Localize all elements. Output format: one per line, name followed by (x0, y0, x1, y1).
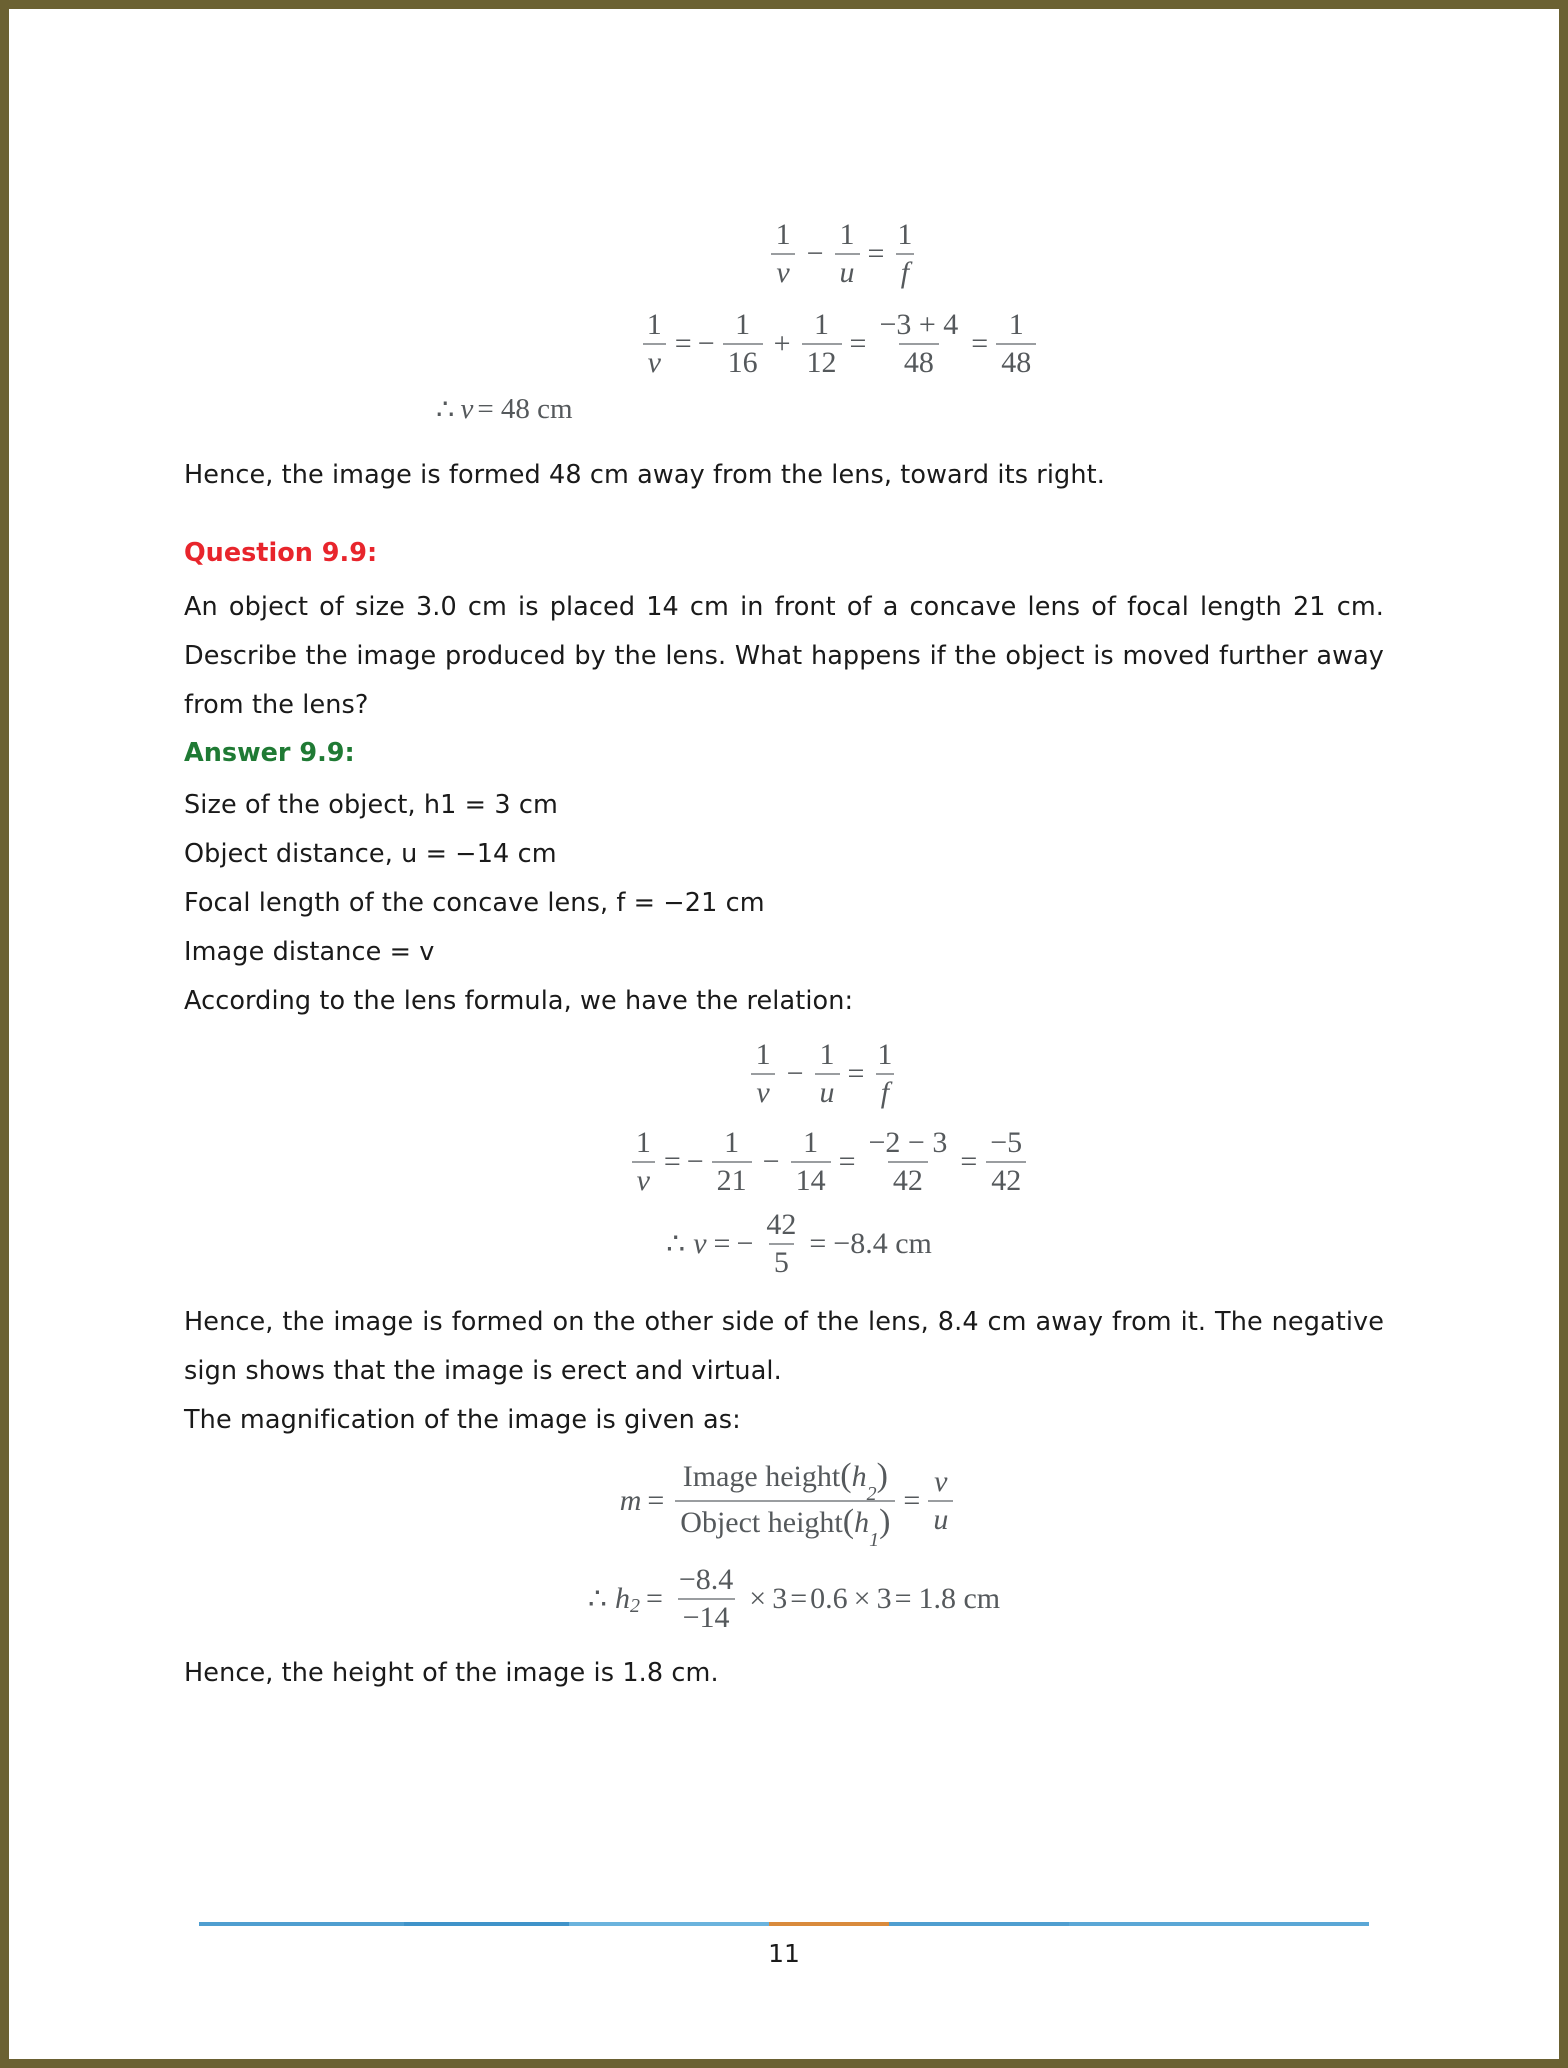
fraction-denominator: u (835, 253, 860, 288)
fraction-denominator: v (632, 1161, 655, 1196)
math-operator-equals: = (903, 1484, 921, 1517)
variable-v: v (460, 393, 474, 425)
fraction-numerator: −8.4 (678, 1563, 734, 1596)
image-height-label: Image height (682, 1460, 841, 1493)
math-operator-plus: + (773, 327, 791, 360)
fraction-numerator (678, 1457, 893, 1505)
fraction-denominator: 12 (802, 343, 842, 378)
fraction-numerator: 1 (877, 1038, 893, 1071)
math-operator-equals: = (713, 1227, 731, 1260)
fraction-numerator: −5 (990, 1126, 1023, 1159)
fraction-denominator (675, 1500, 895, 1551)
paragraph-hence-other-side: Hence, the image is formed on the other side of the lens, 8.4 cm away from it. The negative sign shows that the image is erect and virtual. (184, 1307, 1384, 1386)
fraction-numerator: v (934, 1465, 948, 1498)
v-value: −8.4 cm (833, 1227, 932, 1260)
therefore-symbol: ∴ (666, 1227, 686, 1261)
paren-open: ( (840, 1457, 852, 1494)
math-operator-minus: − (697, 327, 715, 360)
footer-rule-segment (199, 1922, 404, 1926)
fraction-denominator: 48 (996, 343, 1036, 378)
fraction-numerator: 42 (766, 1208, 797, 1241)
fraction-numerator: 1 (775, 218, 791, 251)
paragraph-hence-48cm: Hence, the image is formed 48 cm away from the lens, toward its right. (184, 460, 1105, 490)
variable-h: h (614, 1582, 630, 1615)
math-operator-equals: = (894, 1582, 912, 1615)
image-height-value: 1.8 cm (918, 1582, 1001, 1615)
fraction-numerator: 1 (724, 1126, 740, 1159)
math-operator-minus: − (736, 1227, 754, 1260)
fraction-numerator: 1 (1008, 308, 1024, 341)
math-operator-times: × (749, 1582, 767, 1615)
equation-lens-formula-top-line1 (184, 220, 1384, 288)
line-focal-length: Focal length of the concave lens, f = −21 cm (184, 888, 765, 918)
math-operator-equals: = (809, 1227, 827, 1260)
equation-magnification (184, 1457, 1384, 1551)
math-operator-equals: = (849, 327, 867, 360)
paragraph-height-conclusion: Hence, the height of the image is 1.8 cm. (184, 1658, 719, 1688)
fraction-denominator: 48 (899, 343, 939, 378)
variable-m: m (619, 1484, 642, 1517)
fraction-numerator: −3 + 4 (879, 308, 959, 341)
fraction-denominator: u (815, 1073, 840, 1108)
equation-v-result-answer (184, 1210, 1384, 1278)
footer-rule-segment (404, 1922, 569, 1926)
footer-decorative-rule (199, 1919, 1369, 1928)
footer-rule-segment (569, 1922, 769, 1926)
fraction-denominator: 5 (769, 1243, 794, 1278)
heading-answer-9-9: Answer 9.9: (184, 738, 355, 768)
paragraph-question-body: An object of size 3.0 cm is placed 14 cm in front of a concave lens of focal length 21 cm. Describe the image produced by the lens. What happens if the object is moved further away from the lens? (184, 592, 1384, 720)
equation-image-height (184, 1565, 1384, 1633)
therefore-symbol: ∴ (587, 1582, 607, 1616)
math-operator-equals: = (790, 1582, 808, 1615)
footer-rule-segment (769, 1922, 889, 1926)
fraction-numerator: 1 (735, 308, 751, 341)
value-0-6: 0.6 (810, 1582, 848, 1615)
line-image-distance: Image distance = v (184, 937, 435, 967)
equation-lens-formula-top-line2 (184, 310, 1384, 378)
fraction-denominator: v (751, 1073, 774, 1108)
variable-h: h (851, 1460, 867, 1493)
math-operator-times: × (853, 1582, 871, 1615)
paragraph-magnification-intro: The magnification of the image is given as: (184, 1405, 741, 1435)
math-operator-equals: = (645, 1582, 663, 1615)
equation-v-result-top (184, 392, 1384, 427)
fraction-denominator: v (771, 253, 794, 288)
fraction-numerator: 1 (839, 218, 855, 251)
factor-3-second: 3 (876, 1582, 892, 1615)
fraction-denominator: f (876, 1073, 894, 1108)
math-operator-equals: = (867, 237, 885, 270)
math-operator-minus: − (786, 1057, 804, 1090)
paren-open: ( (842, 1503, 855, 1540)
paren-close: ) (876, 1457, 888, 1494)
fraction-numerator: 1 (819, 1038, 835, 1071)
math-operator-equals: = (971, 327, 989, 360)
variable-h: h (854, 1506, 870, 1539)
footer-rule-segment (1069, 1922, 1369, 1926)
math-operator-equals: = (647, 1484, 665, 1517)
fraction-denominator: u (928, 1500, 953, 1535)
fraction-denominator: v (643, 343, 666, 378)
fraction-denominator: 21 (712, 1161, 752, 1196)
fraction-numerator: 1 (814, 308, 830, 341)
fraction-denominator: 42 (888, 1161, 928, 1196)
fraction-denominator: 42 (986, 1161, 1026, 1196)
line-object-size: Size of the object, h1 = 3 cm (184, 790, 558, 820)
subscript-2: 2 (866, 1483, 877, 1505)
fraction-numerator: 1 (803, 1126, 819, 1159)
page-sheet (14, 14, 1554, 2054)
line-object-distance: Object distance, u = −14 cm (184, 839, 557, 869)
fraction-denominator: f (896, 253, 914, 288)
equation-lens-formula-answer-line2 (184, 1128, 1384, 1196)
heading-question-9-9: Question 9.9: (184, 538, 378, 568)
footer-rule-segment (889, 1922, 1069, 1926)
line-lens-formula-intro: According to the lens formula, we have the relation: (184, 986, 854, 1016)
math-operator-equals: = (838, 1145, 856, 1178)
factor-3: 3 (772, 1582, 788, 1615)
fraction-numerator: 1 (755, 1038, 771, 1071)
equation-lens-formula-answer-line1 (184, 1040, 1384, 1108)
fraction-denominator: 14 (791, 1161, 831, 1196)
subscript-1: 1 (869, 1529, 880, 1551)
math-operator-equals: = (663, 1145, 681, 1178)
math-operator-minus: − (686, 1145, 704, 1178)
fraction-denominator: −14 (678, 1598, 735, 1633)
fraction-numerator: 1 (897, 218, 913, 251)
math-operator-equals: = (847, 1057, 865, 1090)
fraction-denominator: 16 (723, 343, 763, 378)
math-operator-equals: = (674, 327, 692, 360)
page-number: 11 (768, 1939, 800, 1968)
variable-v: v (693, 1227, 707, 1260)
object-height-label: Object height (680, 1506, 843, 1539)
subscript-2: 2 (629, 1594, 640, 1617)
page-content (184, 14, 1384, 1698)
math-operator-minus: − (762, 1145, 780, 1178)
fraction-numerator: 1 (646, 308, 662, 341)
paren-close: ) (879, 1503, 891, 1540)
math-operator-minus: − (806, 237, 824, 270)
math-operator-equals: = (960, 1145, 978, 1178)
fraction-numerator: −2 − 3 (868, 1126, 948, 1159)
fraction-numerator: 1 (635, 1126, 651, 1159)
therefore-symbol: ∴ (436, 394, 455, 426)
equation-tail: = 48 cm (477, 393, 573, 425)
